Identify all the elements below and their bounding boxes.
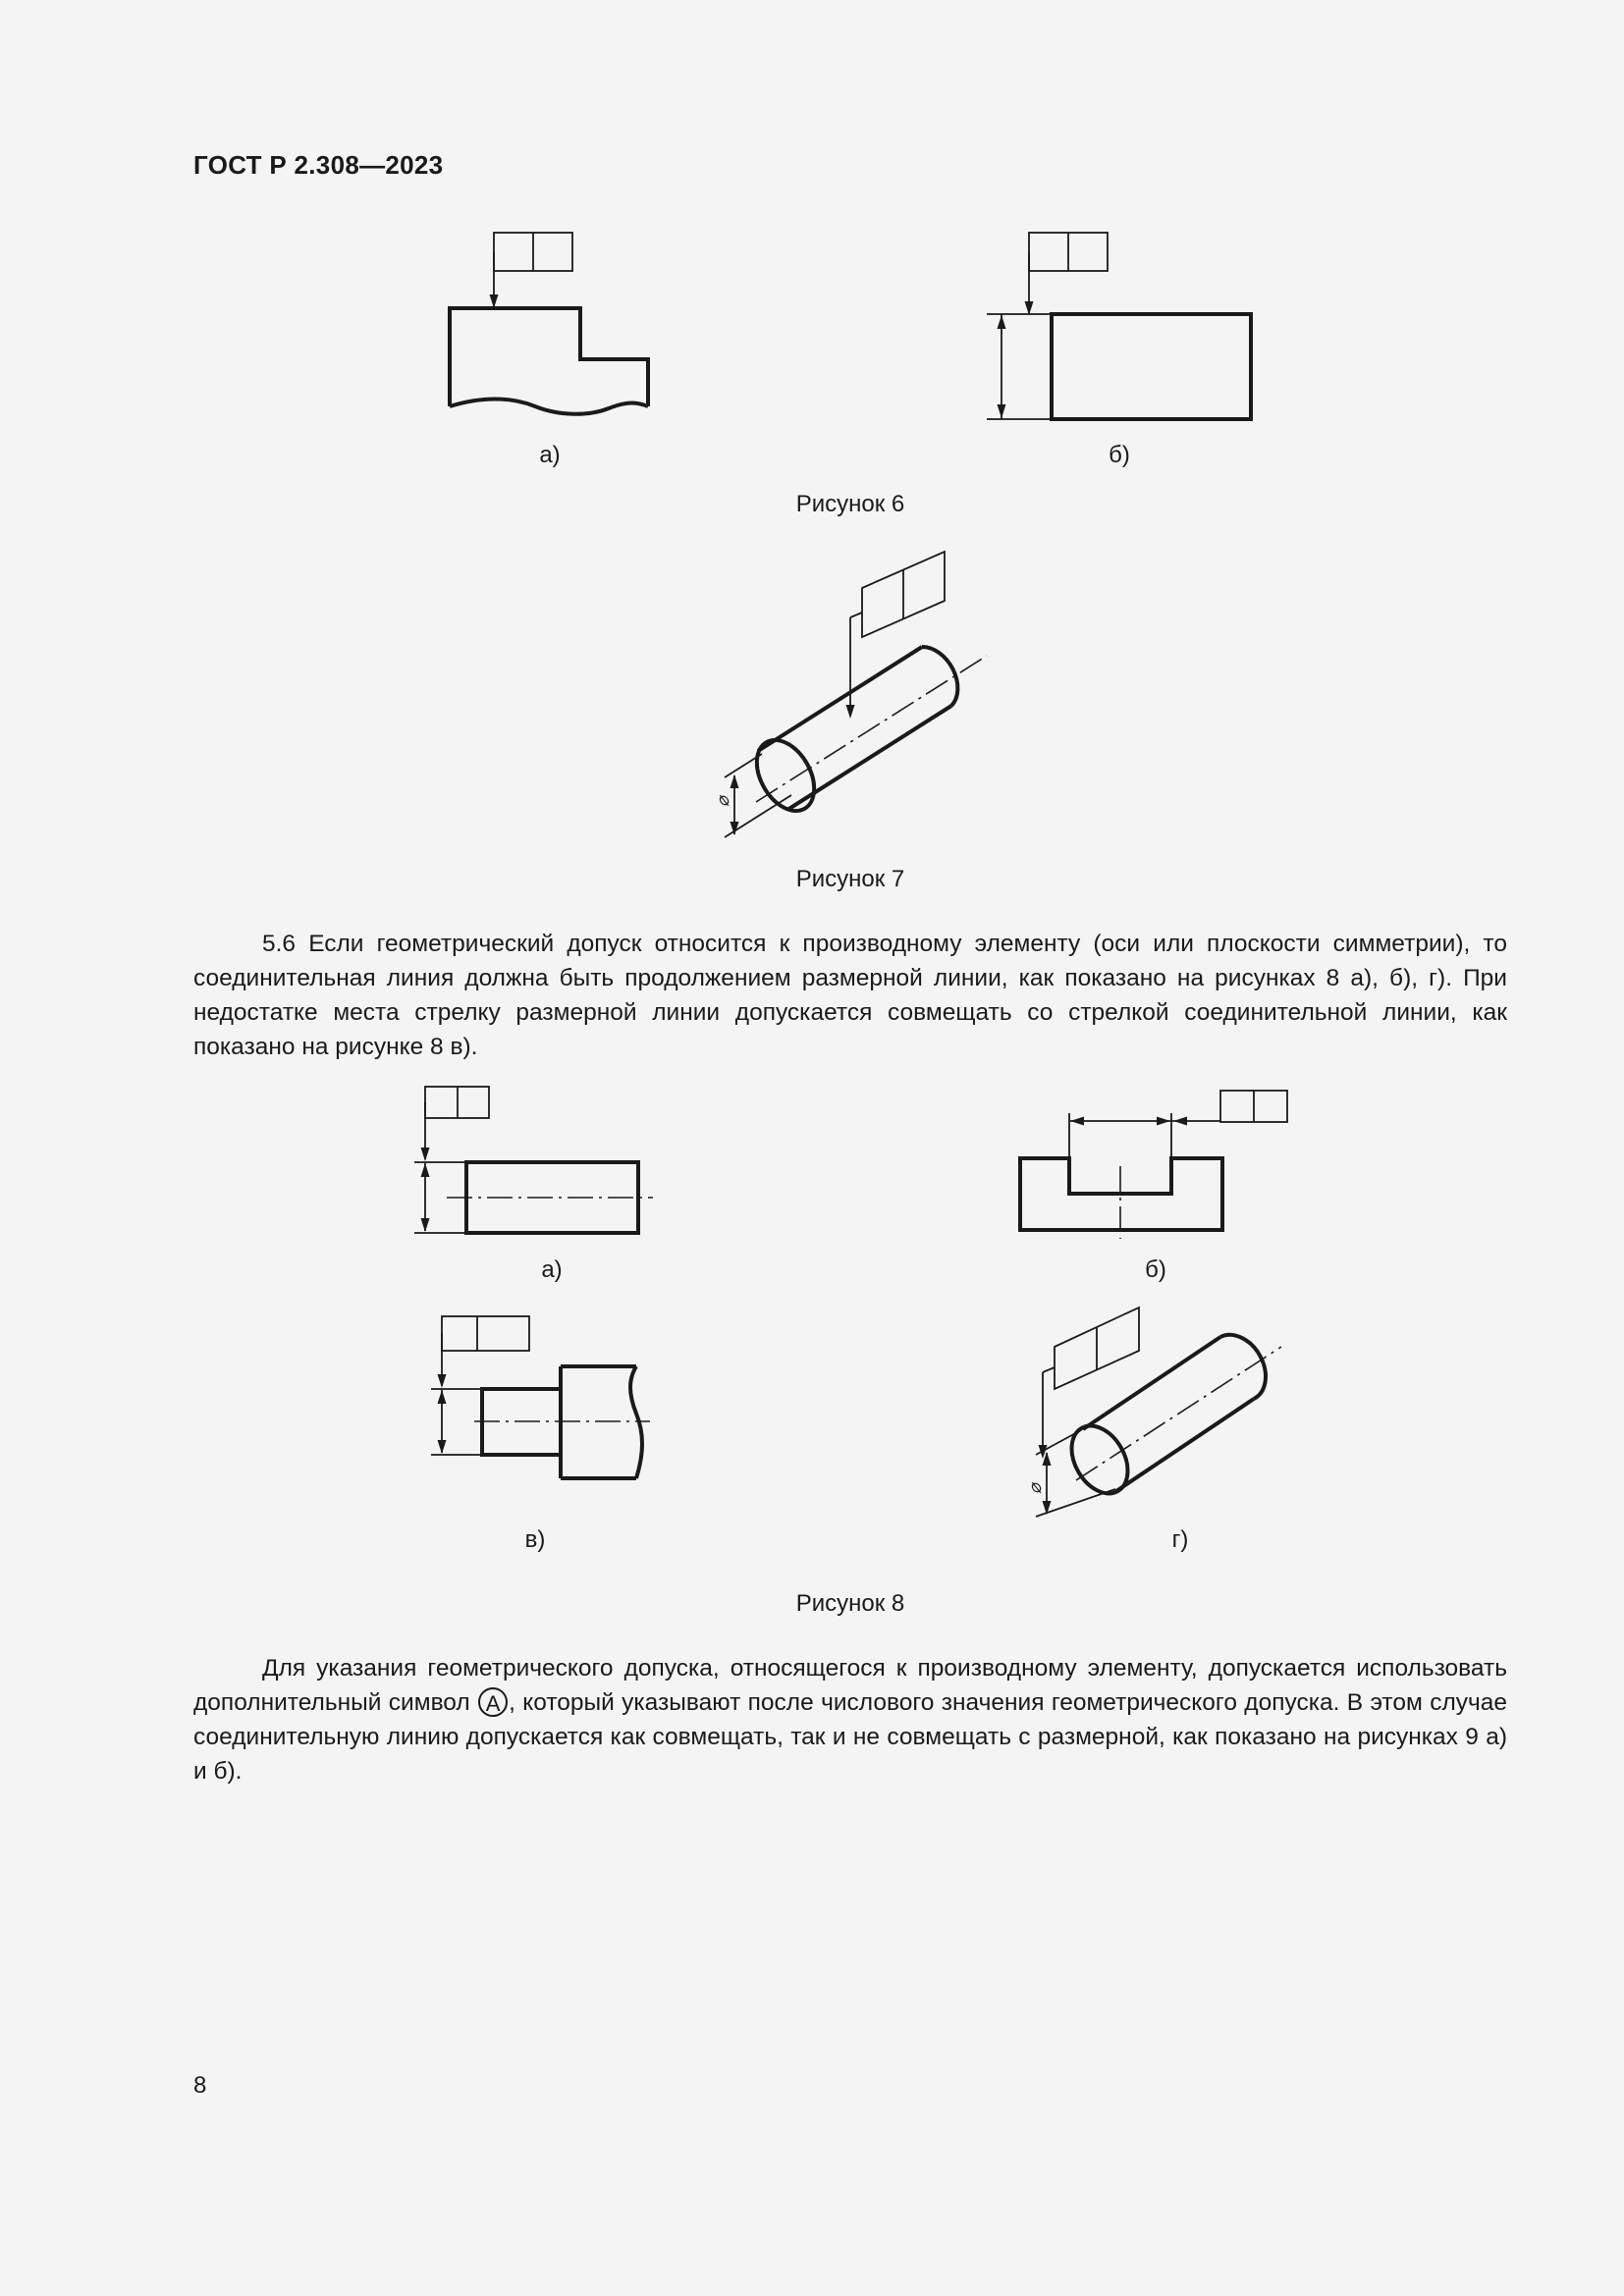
- figure-8-sub-a: а): [541, 1256, 563, 1283]
- page-number: 8: [193, 2072, 207, 2099]
- figure-7-cylinder: [707, 545, 992, 854]
- figure-7-caption: Рисунок 7: [795, 866, 905, 892]
- figure-6-sub-a: а): [539, 442, 561, 468]
- paragraph-additional-symbol: [193, 1651, 1507, 1789]
- figure-8-sub-b: б): [1145, 1256, 1166, 1283]
- paragraph-additional-text-after: , который указывают после числового значения геометрического допуска. В этом случае соединительную линию допускается как совмещать, так и не совмещать с размерной, как показано на рисунках 9 а) и б).: [193, 1689, 1508, 1785]
- figure-8-g: [1021, 1306, 1306, 1531]
- figure-8-sub-g: г): [1171, 1526, 1189, 1553]
- figure-7-diameter-symbol: ⌀: [713, 796, 732, 807]
- figure-6-caption: Рисунок 6: [795, 491, 905, 517]
- figure-6-a: [442, 226, 668, 422]
- circled-a-symbol: A: [478, 1687, 508, 1717]
- figure-8-a: [403, 1080, 668, 1242]
- figure-8-v: [422, 1306, 692, 1492]
- figure-8-caption: Рисунок 8: [795, 1590, 905, 1617]
- paragraph-5-6: 5.6 Если геометрический допуск относится к производному элементу (оси или плоскости симметрии), то соединительная линия должна быть продолжением размерной линии, как показано на рисунках 8 а), б), г). При недостатке места стрелку размерной линии допускается совмещать со стрелкой соединительной линии, как показано на рисунке 8 в).: [193, 931, 1507, 1060]
- figure-8-b: [1011, 1080, 1296, 1242]
- figure-8-diameter-symbol: ⌀: [1025, 1483, 1045, 1494]
- figure-6-sub-b: б): [1109, 442, 1130, 468]
- figure-8-sub-v: в): [524, 1526, 546, 1553]
- document-header: ГОСТ Р 2.308—2023: [193, 150, 444, 180]
- paragraph-additional-text-before: Для указания геометрического допуска, относящегося к производному элементу, допускается использовать дополнительный символ: [193, 1655, 1507, 1716]
- figure-6-b: [977, 226, 1262, 422]
